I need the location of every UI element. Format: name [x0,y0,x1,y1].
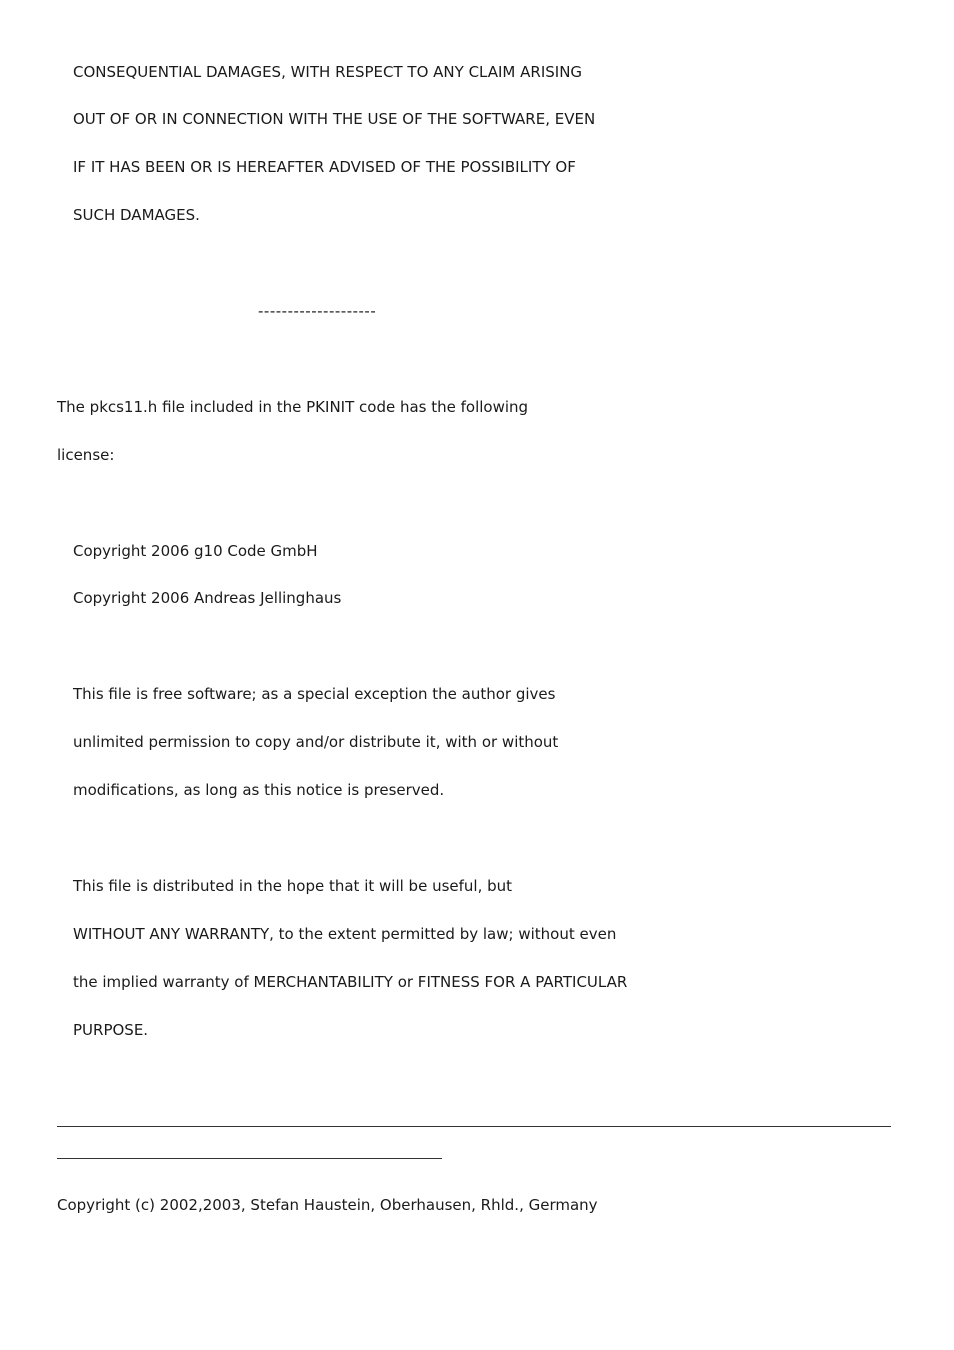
disclaimer-line: OUT OF OR IN CONNECTION WITH THE USE OF THE SOFTWARE, EVEN [73,110,596,128]
section-divider-rule [57,1126,891,1127]
permission-line: modifications, as long as this notice is preserved. [73,781,445,799]
copyright-line: Copyright 2006 Andreas Jellinghaus [73,589,342,607]
disclaimer-line: SUCH DAMAGES. [73,206,200,224]
warranty-line: WITHOUT ANY WARRANTY, to the extent permitted by law; without even [73,925,617,943]
pkcs11-intro-line: The pkcs11.h file included in the PKINIT code has the following [57,398,529,416]
warranty-line: the implied warranty of MERCHANTABILITY or FITNESS FOR A PARTICULAR [73,973,628,991]
pkcs11-intro-line: license: [57,446,115,464]
warranty-line: This file is distributed in the hope that it will be useful, but [73,877,513,895]
permission-line: This file is free software; as a special exception the author gives [73,685,556,703]
next-section-copyright: Copyright (c) 2002,2003, Stefan Haustein, Oberhausen, Rhld., Germany [57,1196,598,1214]
copyright-line: Copyright 2006 g10 Code GmbH [73,542,318,560]
permission-line: unlimited permission to copy and/or distribute it, with or without [73,733,559,751]
section-divider-rule-short [57,1158,442,1159]
disclaimer-line: IF IT HAS BEEN OR IS HEREAFTER ADVISED OF THE POSSIBILITY OF [73,158,576,176]
disclaimer-line: CONSEQUENTIAL DAMAGES, WITH RESPECT TO ANY CLAIM ARISING [73,63,583,81]
warranty-line: PURPOSE. [73,1021,149,1039]
section-separator: -------------------- [258,302,377,320]
